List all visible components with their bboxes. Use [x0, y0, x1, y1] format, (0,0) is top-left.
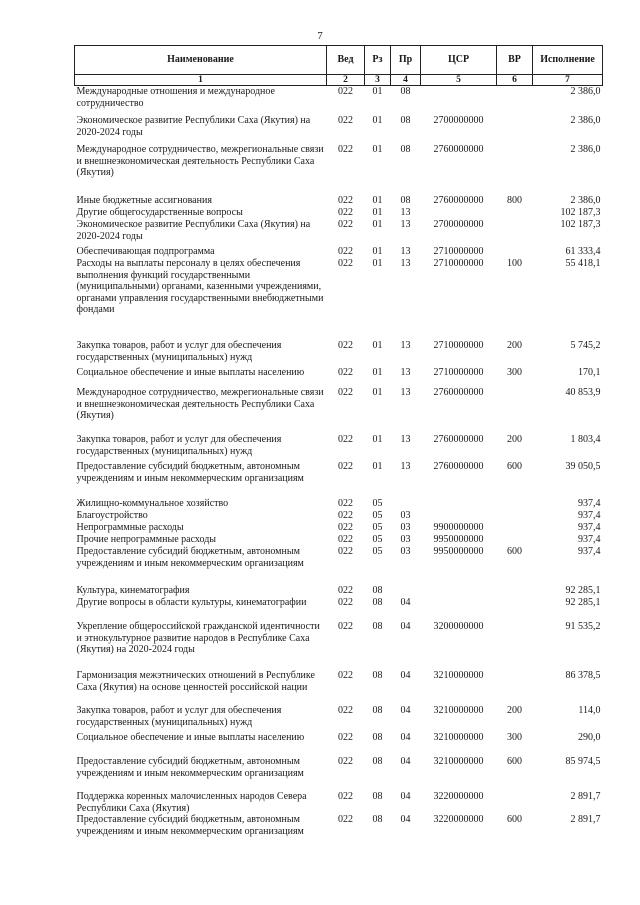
row-rz: 08: [372, 670, 383, 681]
row-ved: 022: [338, 258, 353, 269]
row-name: Закупка товаров, работ и услуг для обеспечения государственных (муниципальных) нужд: [76, 705, 282, 728]
row-ved: 022: [338, 86, 353, 97]
row-ved: 022: [338, 510, 353, 521]
budget-table: [74, 45, 603, 837]
row-name: Международное сотрудничество, межрегиональные связи и внешнеэкономическая деятельность Республики Саха (Якутия): [76, 387, 324, 421]
row-rz: 01: [372, 207, 383, 218]
row-ved: 022: [338, 115, 353, 126]
row-ved: 022: [338, 340, 353, 351]
row-name: Экономическое развитие Республики Саха (Якутия) на 2020-2024 годы: [76, 115, 311, 138]
row-vr: [497, 484, 533, 510]
row-name: Закупка товаров, работ и услуг для обеспечения государственных (муниципальных) нужд: [76, 340, 282, 363]
row-vr: 200: [507, 434, 522, 445]
row-amount: 86 378,5: [565, 670, 601, 681]
row-ved: 022: [338, 756, 353, 767]
row-ved: 022: [338, 585, 353, 596]
row-name: Предоставление субсидий бюджетным, автономным учреждениям и иным некоммерческим организациям: [76, 546, 304, 569]
row-ved: 022: [338, 246, 353, 257]
row-ved: 022: [338, 732, 353, 743]
row-ved: 022: [338, 461, 353, 472]
row-amount: 290,0: [578, 732, 601, 743]
row-csr: [421, 569, 497, 597]
row-amount: 2 386,0: [570, 195, 601, 206]
row-name: Другие общегосударственные вопросы: [76, 207, 243, 218]
row-csr: [421, 484, 497, 510]
row-ved: 022: [338, 498, 353, 509]
row-pr: [391, 569, 421, 597]
table-row: [75, 510, 603, 522]
table-row: [75, 522, 603, 534]
row-pr: 13: [400, 387, 411, 398]
row-amount: 102 187,3: [560, 207, 601, 218]
row-pr: 08: [400, 115, 411, 126]
row-pr: 04: [400, 791, 411, 802]
row-csr: 3210000000: [433, 705, 484, 716]
row-amount: 92 285,1: [565, 597, 601, 608]
row-pr: 13: [400, 246, 411, 257]
row-csr: [421, 597, 497, 609]
row-pr: 13: [400, 207, 411, 218]
row-rz: 01: [372, 246, 383, 257]
row-rz: 08: [372, 756, 383, 767]
row-pr: 03: [400, 522, 411, 533]
row-vr: 200: [507, 705, 522, 716]
row-ved: 022: [338, 207, 353, 218]
row-csr: 2710000000: [433, 258, 484, 269]
row-rz: 01: [372, 219, 383, 230]
row-rz: 05: [372, 522, 383, 533]
row-csr: 2760000000: [433, 144, 484, 155]
table-row: [75, 363, 603, 379]
row-vr: [497, 242, 533, 258]
row-csr: 9950000000: [433, 546, 484, 557]
row-rz: 01: [372, 367, 383, 378]
row-csr: 2710000000: [433, 367, 484, 378]
row-vr: 600: [507, 814, 522, 825]
row-pr: [391, 484, 421, 510]
column-number: 6: [497, 75, 533, 86]
row-rz: 01: [372, 144, 383, 155]
row-vr: [497, 522, 533, 534]
table-row: [75, 422, 603, 457]
row-csr: 2760000000: [433, 195, 484, 206]
row-csr: 2700000000: [433, 115, 484, 126]
row-csr: 3200000000: [433, 621, 484, 632]
row-name: Укрепление общероссийской гражданской идентичности и этнокультурное развитие народов в Республике Саха (Якутия) на 2020-2024 годы: [76, 621, 320, 655]
header-isp: Исполнение: [533, 46, 603, 75]
row-rz: 08: [372, 585, 383, 596]
row-rz: 01: [372, 434, 383, 445]
row-vr: [497, 597, 533, 609]
page-number: 7: [317, 30, 323, 42]
row-amount: 2 891,7: [570, 791, 601, 802]
row-amount: 114,0: [578, 705, 601, 716]
column-number: 7: [533, 75, 603, 86]
row-amount: 937,4: [578, 498, 601, 509]
table-row: [75, 219, 603, 242]
row-rz: 05: [372, 498, 383, 509]
row-ved: 022: [338, 195, 353, 206]
row-name: Культура, кинематография: [76, 585, 190, 596]
table-row: [75, 179, 603, 207]
row-ved: 022: [338, 705, 353, 716]
column-number: 5: [421, 75, 497, 86]
row-name: Социальное обеспечение и иные выплаты населению: [76, 367, 305, 378]
table-row: [75, 484, 603, 510]
row-vr: 200: [507, 340, 522, 351]
table-row: [75, 744, 603, 779]
table-header-row: [75, 46, 603, 75]
row-rz: 05: [372, 534, 383, 545]
row-rz: 01: [372, 461, 383, 472]
row-pr: 04: [400, 670, 411, 681]
row-rz: 08: [372, 597, 383, 608]
row-vr: [497, 109, 533, 138]
table-row: [75, 569, 603, 597]
row-rz: 05: [372, 546, 383, 557]
row-amount: 937,4: [578, 546, 601, 557]
row-vr: [497, 609, 533, 656]
row-rz: 01: [372, 115, 383, 126]
row-ved: 022: [338, 387, 353, 398]
table-row: [75, 814, 603, 837]
header-name: Наименование: [75, 46, 327, 75]
row-rz: 08: [372, 705, 383, 716]
row-csr: 9950000000: [433, 534, 484, 545]
row-amount: 937,4: [578, 534, 601, 545]
row-vr: [497, 534, 533, 546]
table-row: [75, 138, 603, 179]
table-row: [75, 546, 603, 569]
row-csr: [421, 86, 497, 110]
row-amount: 55 418,1: [565, 258, 601, 269]
row-name: Международное сотрудничество, межрегиональные связи и внешнеэкономическая деятельность Республики Саха (Якутия): [76, 144, 324, 178]
table-row: [75, 242, 603, 258]
row-pr: 03: [400, 510, 411, 521]
row-ved: 022: [338, 814, 353, 825]
row-amount: 2 386,0: [570, 115, 601, 126]
row-vr: [497, 138, 533, 179]
row-vr: 600: [507, 756, 522, 767]
row-amount: 40 853,9: [565, 387, 601, 398]
row-name: Другие вопросы в области культуры, кинематографии: [76, 597, 307, 608]
row-vr: [497, 379, 533, 422]
row-amount: 937,4: [578, 510, 601, 521]
row-amount: 91 535,2: [565, 621, 601, 632]
row-pr: 13: [400, 258, 411, 269]
row-csr: 3220000000: [433, 814, 484, 825]
table-row: [75, 693, 603, 728]
row-vr: [497, 569, 533, 597]
row-vr: [497, 86, 533, 110]
row-vr: 100: [507, 258, 522, 269]
row-name: Обеспечивающая подпрограмма: [76, 246, 215, 257]
row-csr: 9900000000: [433, 522, 484, 533]
row-pr: 03: [400, 534, 411, 545]
row-pr: 08: [400, 86, 411, 97]
row-ved: 022: [338, 546, 353, 557]
table-row: [75, 457, 603, 484]
row-name: Экономическое развитие Республики Саха (Якутия) на 2020-2024 годы: [76, 219, 311, 242]
row-csr: 2760000000: [433, 434, 484, 445]
row-pr: 04: [400, 732, 411, 743]
row-rz: 01: [372, 340, 383, 351]
row-rz: 08: [372, 621, 383, 632]
row-pr: 08: [400, 144, 411, 155]
row-name: Предоставление субсидий бюджетным, автономным учреждениям и иным некоммерческим организациям: [76, 756, 304, 779]
row-csr: 2710000000: [433, 246, 484, 257]
row-pr: 04: [400, 621, 411, 632]
row-rz: 01: [372, 86, 383, 97]
row-amount: 102 187,3: [560, 219, 601, 230]
row-vr: [497, 219, 533, 242]
row-vr: 600: [507, 546, 522, 557]
row-vr: 300: [507, 732, 522, 743]
row-ved: 022: [338, 670, 353, 681]
row-ved: 022: [338, 621, 353, 632]
row-vr: [497, 656, 533, 693]
row-rz: 01: [372, 258, 383, 269]
row-name: Прочие непрограммные расходы: [76, 534, 217, 545]
row-vr: 300: [507, 367, 522, 378]
table-row: [75, 86, 603, 110]
row-pr: 04: [400, 756, 411, 767]
row-ved: 022: [338, 367, 353, 378]
row-pr: 04: [400, 597, 411, 608]
table-row: [75, 597, 603, 609]
row-name: Международные отношения и международное сотрудничество: [76, 86, 275, 109]
header-rz: Рз: [365, 46, 391, 75]
row-ved: 022: [338, 522, 353, 533]
column-number: 2: [327, 75, 365, 86]
row-ved: 022: [338, 597, 353, 608]
row-rz: 01: [372, 195, 383, 206]
row-pr: 13: [400, 434, 411, 445]
row-rz: 08: [372, 732, 383, 743]
row-amount: 61 333,4: [565, 246, 601, 257]
row-csr: 2700000000: [433, 219, 484, 230]
table-body: [75, 86, 603, 838]
row-rz: 05: [372, 510, 383, 521]
table-row: [75, 779, 603, 814]
row-amount: 5 745,2: [570, 340, 601, 351]
row-name: Социальное обеспечение и иные выплаты населению: [76, 732, 305, 743]
row-amount: 2 891,7: [570, 814, 601, 825]
row-rz: 08: [372, 791, 383, 802]
row-pr: 13: [400, 367, 411, 378]
table-row: [75, 379, 603, 422]
row-csr: [421, 207, 497, 219]
table-row: [75, 207, 603, 219]
header-pr: Пр: [391, 46, 421, 75]
row-name: Предоставление субсидий бюджетным, автономным учреждениям и иным некоммерческим организациям: [76, 461, 304, 484]
row-name: Поддержка коренных малочисленных народов Севера Республики Саха (Якутия): [76, 791, 307, 814]
table-row: [75, 609, 603, 656]
row-amount: 1 803,4: [570, 434, 601, 445]
row-amount: 85 974,5: [565, 756, 601, 767]
column-number-row: [75, 75, 603, 86]
row-csr: 2760000000: [433, 387, 484, 398]
column-number: 3: [365, 75, 391, 86]
row-csr: [421, 510, 497, 522]
table-row: [75, 534, 603, 546]
header-csr: ЦСР: [421, 46, 497, 75]
row-ved: 022: [338, 144, 353, 155]
row-amount: 937,4: [578, 522, 601, 533]
row-csr: 3210000000: [433, 732, 484, 743]
row-pr: 13: [400, 461, 411, 472]
row-name: Благоустройство: [76, 510, 148, 521]
row-pr: 08: [400, 195, 411, 206]
row-pr: 03: [400, 546, 411, 557]
table-row: [75, 109, 603, 138]
row-csr: 2710000000: [433, 340, 484, 351]
row-vr: [497, 207, 533, 219]
row-vr: [497, 510, 533, 522]
row-rz: 08: [372, 814, 383, 825]
row-name: Гармонизация межэтнических отношений в Республике Саха (Якутия) на основе ценностей российской нации: [76, 670, 315, 693]
row-name: Непрограммные расходы: [76, 522, 184, 533]
row-pr: 04: [400, 814, 411, 825]
row-csr: 2760000000: [433, 461, 484, 472]
row-pr: 13: [400, 340, 411, 351]
row-amount: 2 386,0: [570, 144, 601, 155]
row-name: Жилищно-коммунальное хозяйство: [76, 498, 229, 509]
row-ved: 022: [338, 534, 353, 545]
row-vr: 800: [507, 195, 522, 206]
row-name: Иные бюджетные ассигнования: [76, 195, 212, 206]
row-pr: 13: [400, 219, 411, 230]
table-row: [75, 728, 603, 744]
row-ved: 022: [338, 791, 353, 802]
row-amount: 92 285,1: [565, 585, 601, 596]
row-ved: 022: [338, 434, 353, 445]
row-pr: 04: [400, 705, 411, 716]
table-row: [75, 328, 603, 363]
row-amount: 39 050,5: [565, 461, 601, 472]
row-amount: 170,1: [578, 367, 601, 378]
row-vr: 600: [507, 461, 522, 472]
row-name: Предоставление субсидий бюджетным, автономным учреждениям и иным некоммерческим организациям: [76, 814, 304, 837]
row-rz: 01: [372, 387, 383, 398]
table-row: [75, 656, 603, 693]
column-number: 1: [75, 75, 327, 86]
column-number: 4: [391, 75, 421, 86]
row-amount: 2 386,0: [570, 86, 601, 97]
row-csr: 3220000000: [433, 791, 484, 802]
row-name: Расходы на выплаты персоналу в целях обеспечения выполнения функций государственными (муниципальными) органами, казенными учреждениями, органами управления государственными внебюджетными фондами: [76, 258, 324, 315]
row-ved: 022: [338, 219, 353, 230]
table-row: [75, 258, 603, 328]
row-csr: 3210000000: [433, 670, 484, 681]
header-ved: Вед: [327, 46, 365, 75]
row-name: Закупка товаров, работ и услуг для обеспечения государственных (муниципальных) нужд: [76, 434, 282, 457]
row-vr: [497, 779, 533, 814]
header-vr: ВР: [497, 46, 533, 75]
row-csr: 3210000000: [433, 756, 484, 767]
